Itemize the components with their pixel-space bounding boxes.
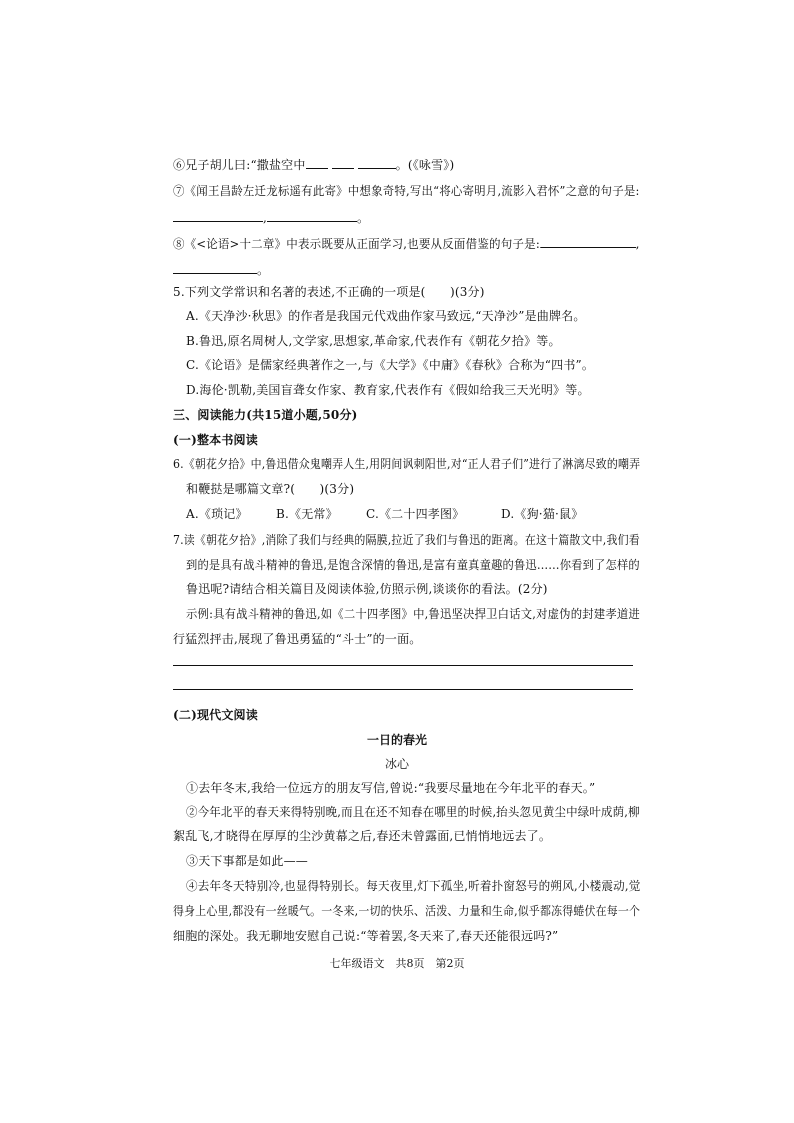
q6-line1: 6.《朝花夕拾》中,鲁迅借众鬼嘲弄人生,用阴间讽刺阳世,对“正人君子们”进行了淋漓尽致的嘲弄 <box>173 457 641 471</box>
q7-example-line1: 示例:具有战斗精神的鲁迅,如《二十四孝图》中,鲁迅坚决捍卫白话文,对虚伪的封建孝道进 <box>186 607 640 621</box>
answer-blank[interactable] <box>173 209 263 222</box>
q6-line2: 和鞭挞是哪篇文章?( )(3分) <box>186 482 355 496</box>
q4-item7-answer: , 。 <box>173 209 369 226</box>
answer-blank[interactable] <box>358 156 396 169</box>
paragraph-4-line1: ④去年冬天特别冷,也显得特别长。每天夜里,灯下孤坐,听着扑窗怒号的朔风,小楼震动,觉 <box>186 879 641 893</box>
paragraph-2-line2: 絮乱飞,才晓得在厚厚的尘沙黄幕之后,春还未曾露面,已悄悄地远去了。 <box>173 829 552 843</box>
q7-line3: 鲁迅呢?请结合相关篇目及阅读体验,仿照示例,谈谈你的看法。(2分) <box>186 582 548 596</box>
q5-stem: 5.下列文学常识和名著的表述,不正确的一项是( )(3分) <box>173 285 485 299</box>
q6-option-b: B.《无常》 <box>276 507 338 521</box>
section-heading: 三、阅读能力(共15道小题,50分) <box>173 408 358 422</box>
q6-option-a: A.《琐记》 <box>186 507 248 521</box>
q6-option-c: C.《二十四孝图》 <box>366 507 465 521</box>
answer-blank[interactable] <box>332 156 354 169</box>
q7-line2: 到的是具有战斗精神的鲁迅,是饱含深情的鲁迅,是富有童真童趣的鲁迅……你看到了怎样的 <box>186 558 640 572</box>
paragraph-1: ①去年冬末,我给一位远方的朋友写信,曾说:“我要尽量地在今年北平的春天。” <box>186 781 596 795</box>
q4-item7: ⑦《闻王昌龄左迁龙标遥有此寄》中想象奇特,写出“将心寄明月,流影入君怀”之意的句子是: <box>173 184 640 198</box>
paragraph-2-line1: ②今年北平的春天来得特别晚,而且在还不知春在哪里的时候,抬头忽见黄尘中绿叶成荫,柳 <box>186 805 640 819</box>
answer-line[interactable] <box>173 689 633 690</box>
q4-item8: ⑧《<论语>十二章》中表示既要从正面学习,也要从反面借鉴的句子是: , <box>173 237 640 251</box>
q7-line1: 7.读《朝花夕拾》,消除了我们与经典的隔膜,拉近了我们与鲁迅的距离。在这十篇散文中,我们看 <box>173 533 640 547</box>
answer-blank[interactable] <box>540 235 636 248</box>
q7-example-line2: 行猛烈抨击,展现了鲁迅勇猛的“斗士”的一面。 <box>173 632 422 646</box>
paragraph-3: ③天下事都是如此—— <box>186 854 309 868</box>
q5-option-d: D.海伦·凯勒,美国盲聋女作家、教育家,代表作有《假如给我三天光明》等。 <box>186 383 590 397</box>
page-footer: 七年级语文 共8页 第2页 <box>329 957 465 970</box>
article-author: 冰心 <box>384 757 409 771</box>
q5-option-a: A.《天净沙·秋思》的作者是我国元代戏曲作家马致远,“天净沙”是曲牌名。 <box>186 309 586 323</box>
answer-blank[interactable] <box>267 209 357 222</box>
part2-heading: (二)现代文阅读 <box>173 708 258 722</box>
article-title: 一日的春光 <box>366 733 427 747</box>
q6-option-d: D.《狗·猫·鼠》 <box>501 507 584 521</box>
paragraph-4-line2: 得身上心里,都没有一丝暖气。一冬来,一切的快乐、活泼、力量和生命,似乎都冻得蜷伏在每一个 <box>173 904 641 918</box>
q5-option-c: C.《论语》是儒家经典著作之一,与《大学》《中庸》《春秋》合称为“四书”。 <box>186 358 595 372</box>
q5-option-b: B.鲁迅,原名周树人,文学家,思想家,革命家,代表作有《朝花夕拾》等。 <box>186 334 561 348</box>
paragraph-4-line3: 细胞的深处。我无聊地安慰自己说:“等着罢,冬天来了,春天还能很远吗?” <box>173 929 559 943</box>
part1-heading: (一)整本书阅读 <box>173 433 258 447</box>
answer-line[interactable] <box>173 665 633 666</box>
answer-blank[interactable] <box>306 156 328 169</box>
q4-item8-answer: 。 <box>173 261 269 278</box>
answer-blank[interactable] <box>173 261 257 274</box>
q4-item6: ⑥兄子胡儿曰:“撒盐空中 。(《咏雪》) <box>173 158 455 172</box>
